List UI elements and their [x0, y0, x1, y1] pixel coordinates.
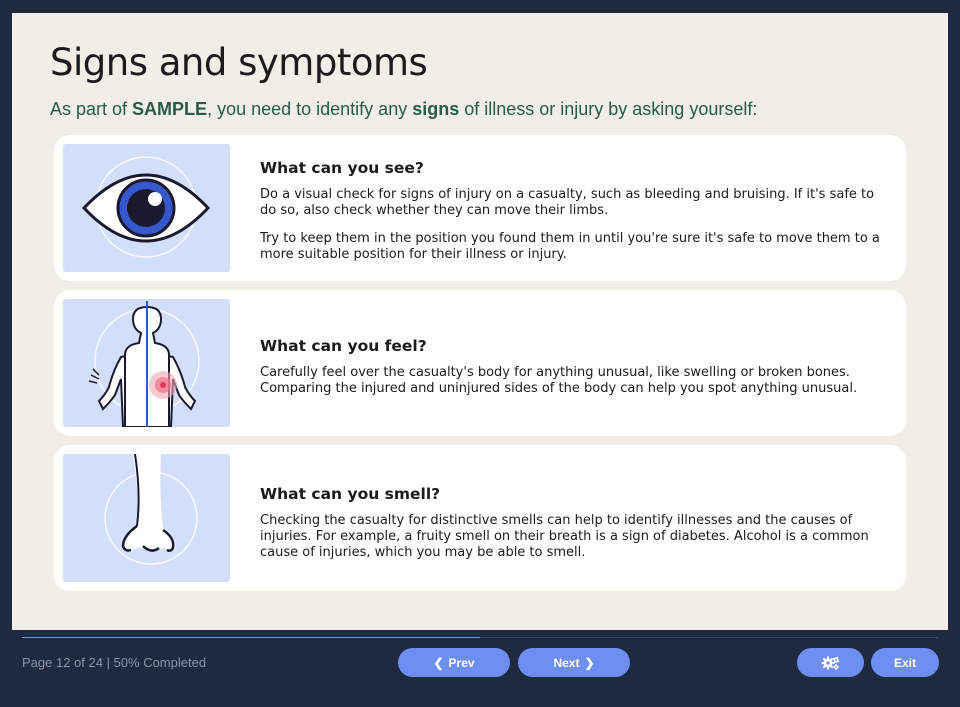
- exit-button[interactable]: [871, 648, 939, 677]
- card-feel-paragraph-1: Carefully feel over the casualty's body for anything unusual, like swelling or broken bones. Comparing the injured and uninjured sides of the body can help you spot anything unusual.: [260, 365, 858, 396]
- body-icon: [63, 299, 230, 427]
- slide-content: [12, 13, 948, 630]
- eye-illustration: [63, 144, 230, 272]
- progress-bar-fill: [22, 637, 480, 638]
- body-illustration: [63, 299, 230, 427]
- exit-button-label: Exit: [893, 655, 916, 670]
- page-status: Page 12 of 24 | 50% Completed: [22, 655, 207, 670]
- gears-icon: [821, 655, 841, 671]
- settings-button[interactable]: [797, 648, 864, 677]
- prev-button[interactable]: [398, 648, 510, 677]
- prev-button-label: Prev: [448, 655, 475, 670]
- chevron-right-icon: ❯: [584, 655, 595, 670]
- card-feel: [54, 290, 906, 436]
- card-smell-heading: What can you smell?: [260, 485, 441, 503]
- card-see-paragraph-1: Do a visual check for signs of injury on a casualty, such as bleeding and bruising. If it's safe to do so, also check whether they can move their limbs.: [260, 187, 875, 218]
- intro-prefix: As part of: [50, 99, 133, 119]
- next-button[interactable]: [518, 648, 630, 677]
- card-see: [54, 135, 906, 281]
- page-title: Signs and symptoms: [50, 41, 428, 84]
- card-smell-paragraph-1: Checking the casualty for distinctive smells can help to identify illnesses and the causes of injuries. For example, a fruity smell on their breath is a sign of diabetes. Alcohol is a common cause of injuries, which you may be able to smell.: [260, 513, 869, 560]
- card-see-paragraph-2: Try to keep them in the position you found them in until you're sure it's safe to move them to a more suitable position for their illness or injury.: [260, 231, 880, 262]
- next-button-label: Next: [553, 655, 580, 670]
- eye-icon: [63, 144, 230, 272]
- card-see-heading: What can you see?: [260, 159, 424, 177]
- progress-bar: [22, 637, 938, 638]
- intro-text: [50, 99, 757, 120]
- intro-suffix: of illness or injury by asking yourself:: [459, 99, 758, 119]
- card-feel-heading: What can you feel?: [260, 337, 427, 355]
- intro-middle: , you need to identify any: [207, 99, 413, 119]
- chevron-left-icon: ❮: [433, 655, 444, 670]
- intro-bold-signs: signs: [412, 99, 460, 119]
- nose-illustration: [63, 454, 230, 582]
- card-smell: [54, 445, 906, 591]
- nose-icon: [63, 454, 230, 582]
- intro-bold-sample: SAMPLE: [132, 99, 208, 119]
